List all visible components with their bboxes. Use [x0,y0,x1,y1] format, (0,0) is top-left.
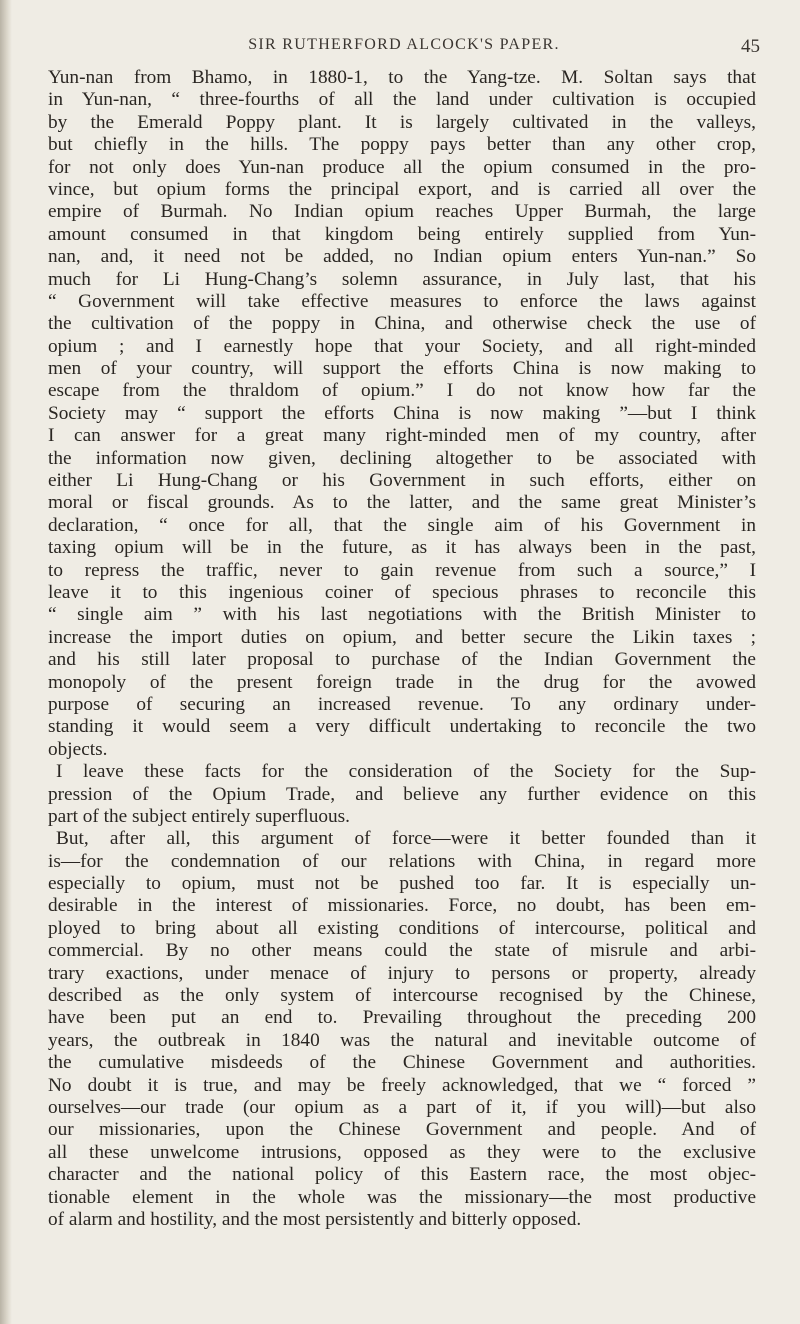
text-line: purpose of securing an increased revenue. To any ordinary under- [48,693,756,715]
text-line: to repress the traffic, never to gain revenue from such a source,” I [48,559,756,581]
body-text [48,67,756,1231]
text-line: ployed to bring about all existing conditions of intercourse, political and [48,917,756,939]
text-line: the cumulative misdeeds of the Chinese Government and authorities. [48,1052,756,1074]
text-line: leave it to this ingenious coiner of specious phrases to reconcile this [48,581,756,603]
text-line: much for Li Hung-Chang’s solemn assurance, in July last, that his [48,268,756,290]
text-line: increase the import duties on opium, and better secure the Likin taxes ; [48,626,756,648]
text-line: trary exactions, under menace of injury to persons or property, already [48,962,756,984]
text-line: especially to opium, must not be pushed too far. It is especially un- [48,873,756,895]
text-line: escape from the thraldom of opium.” I do not know how far the [48,380,756,402]
text-line: desirable in the interest of missionaries. Force, no doubt, has been em- [48,895,756,917]
text-line: monopoly of the present foreign trade in the drug for the avowed [48,671,756,693]
text-line: nan, and, it need not be added, no Indian opium enters Yun-nan.” So [48,246,756,268]
text-line: years, the outbreak in 1840 was the natural and inevitable outcome of [48,1029,756,1051]
text-line: objects. [48,738,108,760]
text-line: commercial. By no other means could the state of misrule and arbi- [48,940,756,962]
text-line: by the Emerald Poppy plant. It is largely cultivated in the valleys, [48,111,756,133]
text-line: is—for the condemnation of our relations with China, in regard more [48,850,756,872]
text-line: of alarm and hostility, and the most persistently and bitterly opposed. [48,1208,582,1230]
text-line: and his still later proposal to purchase of the Indian Government the [48,649,756,671]
running-header [48,36,760,66]
text-line: men of your country, will support the efforts China is now making to [48,358,756,380]
text-line: opium ; and I earnestly hope that your Society, and all right-minded [48,335,756,357]
page-binding-shadow [0,0,12,1324]
text-line: pression of the Opium Trade, and believe any further evidence on this [48,783,756,805]
text-line: moral or fiscal grounds. As to the latter, and the same great Minister’s [48,492,756,514]
text-line: “ single aim ” with his last negotiations with the British Minister to [48,604,756,626]
text-line: Yun-nan from Bhamo, in 1880-1, to the Yang-tze. M. Soltan says that [48,67,756,88]
page-number: 45 [741,36,760,57]
text-line: either Li Hung-Chang or his Government in such efforts, either on [48,470,756,492]
text-line: empire of Burmah. No Indian opium reaches Upper Burmah, the large [48,201,756,223]
text-line: for not only does Yun-nan produce all the opium consumed in the pro- [48,156,756,178]
text-line: ourselves—our trade (our opium as a part of it, if you will)—but also [48,1096,756,1118]
text-line: all these unwelcome intrusions, opposed as they were to the exclusive [48,1141,756,1163]
text-line: the cultivation of the poppy in China, and otherwise check the use of [48,313,756,335]
text-line: the information now given, declining altogether to be associated with [48,447,756,469]
text-line: taxing opium will be in the future, as it has always been in the past, [48,537,756,559]
text-line: described as the only system of intercourse recognised by the Chinese, [48,985,756,1007]
text-line: declaration, “ once for all, that the single aim of his Government in [48,514,756,536]
text-line: No doubt it is true, and may be freely acknowledged, that we “ forced ” [48,1074,756,1096]
text-line: but chiefly in the hills. The poppy pays better than any other crop, [48,134,756,156]
text-line: “ Government will take effective measures to enforce the laws against [48,290,756,312]
text-line: tionable element in the whole was the missionary—the most productive [48,1186,756,1208]
text-line: vince, but opium forms the principal export, and is carried all over the [48,178,756,200]
text-line: But, after all, this argument of force—were it better founded than it [56,828,756,850]
text-line: amount consumed in that kingdom being entirely supplied from Yun- [48,223,756,245]
text-line: part of the subject entirely superfluous. [48,805,350,827]
text-line: in Yun-nan, “ three-fourths of all the land under cultivation is occupied [48,89,756,111]
text-line: our missionaries, upon the Chinese Government and people. And of [48,1119,756,1141]
running-title: SIR RUTHERFORD ALCOCK'S PAPER. [248,36,560,53]
text-line: I can answer for a great many right-minded men of my country, after [48,425,756,447]
text-line: have been put an end to. Prevailing throughout the preceding 200 [48,1007,756,1029]
text-line: I leave these facts for the consideration of the Society for the Sup- [56,761,756,783]
text-line: standing it would seem a very difficult undertaking to reconcile the two [48,716,756,738]
text-line: character and the national policy of this Eastern race, the most objec- [48,1164,756,1186]
text-line: Society may “ support the efforts China is now making ”—but I think [48,402,756,424]
